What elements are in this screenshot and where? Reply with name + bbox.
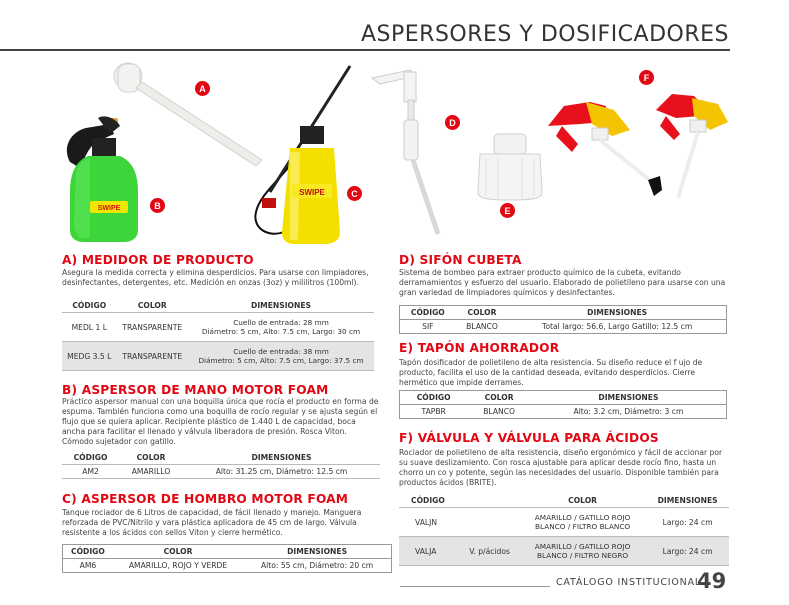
cell-color: AMARILLO, ROJO Y VERDE <box>113 559 243 573</box>
table-row <box>400 320 727 334</box>
cell-dimensions: Alto: 55 cm, Diámetro: 20 cm <box>243 559 391 573</box>
col-color: COLOR <box>467 308 497 317</box>
cell-dimensions: Total largo: 56.6, Largo Gatillo: 12.5 cm <box>508 320 726 334</box>
sprayer-b-label: SWIPE <box>97 205 121 212</box>
cell-color <box>519 508 646 537</box>
section-a-description: Asegura la medida correcta y elimina desperdicios. Para usarse con limpiadores, desinfectantes, detergentes, etc. Medición en onzas (3oz) y mililitros (100ml). <box>62 268 369 287</box>
section-a-table <box>62 299 374 371</box>
footer-catalog-label: CATÁLOGO INSTITUCIONAL <box>556 577 701 588</box>
col-code: CÓDIGO <box>410 308 445 317</box>
cell-code: MEDL 1 L <box>62 313 117 342</box>
cell-note <box>460 508 519 537</box>
col-dimensions: DIMENSIONES <box>598 393 659 402</box>
dimension-line-1: Cuello de entrada: 28 mm <box>233 317 329 327</box>
section-c-heading: C) ASPERSOR DE HOMBRO MOTOR FOAM <box>62 492 349 506</box>
col-dimensions: DIMENSIONES <box>657 496 718 505</box>
product-illustrations <box>0 52 789 252</box>
col-code: CÓDIGO <box>411 496 445 505</box>
col-code: CÓDIGO <box>73 453 108 462</box>
cell-dimensions: Alto: 31.25 cm, Diámetro: 12.5 cm <box>183 465 380 479</box>
cell-code: SIF <box>400 320 456 334</box>
cell-code: MEDG 3.5 L <box>62 342 117 371</box>
cell-code: TAPBR <box>400 405 468 419</box>
badge-e: E <box>500 203 515 218</box>
table-row <box>62 342 374 371</box>
col-dimensions: DIMENSIONES <box>287 547 348 556</box>
col-code: CÓDIGO <box>416 393 451 402</box>
col-color: COLOR <box>163 547 193 556</box>
col-dimensions: DIMENSIONES <box>587 308 648 317</box>
color-line-1: AMARILLO / GATILLO ROJO <box>534 512 631 522</box>
product-d-image <box>372 70 438 234</box>
title-rule <box>0 49 730 51</box>
col-code: CÓDIGO <box>71 547 105 556</box>
section-a-heading: A) MEDIDOR DE PRODUCTO <box>62 253 254 267</box>
table-row <box>63 559 392 573</box>
cell-color: AMARILLO <box>119 465 183 479</box>
page-title: ASPERSORES Y DOSIFICADORES <box>361 22 729 47</box>
section-b-table <box>62 451 380 479</box>
cell-color: BLANCO <box>467 405 531 419</box>
table-row <box>399 537 729 566</box>
cell-color <box>519 537 646 566</box>
cell-code: VALJA <box>399 537 460 566</box>
col-color: COLOR <box>484 393 514 402</box>
badge-c: C <box>347 186 362 201</box>
badge-f: F <box>639 70 654 85</box>
product-f-image <box>548 94 728 198</box>
color-line-2: BLANCO / FILTRO NEGRO <box>536 551 629 560</box>
badge-d: D <box>445 115 460 130</box>
col-dimensions: DIMENSIONES <box>251 301 312 310</box>
section-c-description: Tanque rociador de 6 Litros de capacidad, de fácil llenado y manejo. Manguera reforzada de PVC/Nitrilo y vara plástica aplicadora de 45 cm de largo. Válvula resistente a los ácidos con sellos Viton y cierre hermético. <box>62 508 362 537</box>
cell-dimensions: Largo: 24 cm <box>646 508 729 537</box>
cell-color: BLANCO <box>456 320 509 334</box>
col-code: CÓDIGO <box>72 301 107 310</box>
table-row <box>62 465 380 479</box>
cell-code: AM2 <box>62 465 119 479</box>
badge-b: B <box>150 198 165 213</box>
table-row <box>400 405 727 419</box>
cell-code: AM6 <box>63 559 113 573</box>
cell-color: TRANSPARENTE <box>117 342 188 371</box>
product-a-image <box>114 63 262 166</box>
section-b-heading: B) ASPERSOR DE MANO MOTOR FOAM <box>62 383 329 397</box>
col-color: COLOR <box>568 496 598 505</box>
product-e-image <box>478 134 542 200</box>
section-c-table <box>62 544 392 573</box>
cell-code: VALJN <box>399 508 460 537</box>
section-e-heading: E) TAPÓN AHORRADOR <box>399 341 560 355</box>
section-f-heading: F) VÁLVULA Y VÁLVULA PARA ÁCIDOS <box>399 431 659 445</box>
cell-dimensions <box>188 313 374 342</box>
cell-dimensions <box>188 342 374 371</box>
footer-rule <box>400 586 550 587</box>
cell-color: TRANSPARENTE <box>117 313 188 342</box>
dimension-line-2: Diámetro: 5 cm, Alto: 7.5 cm, Largo: 30 cm <box>201 327 361 336</box>
section-d-description: Sistema de bombeo para extraer producto químico de la cubeta, evitando derramamientos y esfuerzo del usuario. Elaborado de polietileno para usarse con una gran variedad de limpiadores químicos y desinfectantes. <box>399 268 726 297</box>
product-b-image <box>67 116 138 242</box>
color-line-1: AMARILLO / GATILLO ROJO <box>534 541 631 551</box>
table-row <box>62 313 374 342</box>
dimension-line-2: Diámetro: 5 cm, Alto: 7.5 cm, Largo: 37.5 cm <box>198 356 364 365</box>
page-number: 49 <box>697 569 727 593</box>
section-d-heading: D) SIFÓN CUBETA <box>399 253 522 267</box>
dimension-line-1: Cuello de entrada: 38 mm <box>233 346 329 356</box>
cell-dimensions: Largo: 24 cm <box>646 537 729 566</box>
badge-a: A <box>195 81 210 96</box>
col-color: COLOR <box>136 453 166 462</box>
product-c-image <box>255 66 350 244</box>
col-dimensions: DIMENSIONES <box>251 453 312 462</box>
section-e-table <box>399 390 727 419</box>
section-e-description: Tapón dosificador de polietileno de alta resistencia. Su diseño reduce el f ujo de producto, facilita el uso de la cantidad deseada, evitando desperdicios. Cierre hermético que impide derrames. <box>399 358 703 387</box>
section-f-table <box>399 494 729 566</box>
section-b-description: Práctico aspersor manual con una boquilla única que rocía el producto en forma de espuma. También funciona como una boquilla de rocío regular y se ajusta según el flujo que se quiera aplicar. Recipiente plástico de 1.440 L de capacidad, boca ancha para facilitar el llenado y válvula liberadora de presión. Rosca Viton. Cómodo sujetador con gatillo. <box>62 397 379 446</box>
color-line-2: BLANCO / FILTRO BLANCO <box>535 522 631 531</box>
section-d-table <box>399 305 727 334</box>
cell-note: V. p/ácidos <box>460 537 519 566</box>
section-f-description: Rociador de polietileno de alta resistencia, diseño ergonómico y fácil de accionar por su suave deslizamiento. Con rosca ajustable para aplicar desde rocío fino, hasta un chorro un co y potente, según las necesidades del usuario. Disponible también para productos ácidos (BRITE). <box>399 448 723 487</box>
table-row <box>399 508 729 537</box>
sprayer-c-label: SWIPE <box>299 188 325 197</box>
cell-dimensions: Alto: 3.2 cm, Diámetro: 3 cm <box>531 405 727 419</box>
col-color: COLOR <box>137 301 167 310</box>
